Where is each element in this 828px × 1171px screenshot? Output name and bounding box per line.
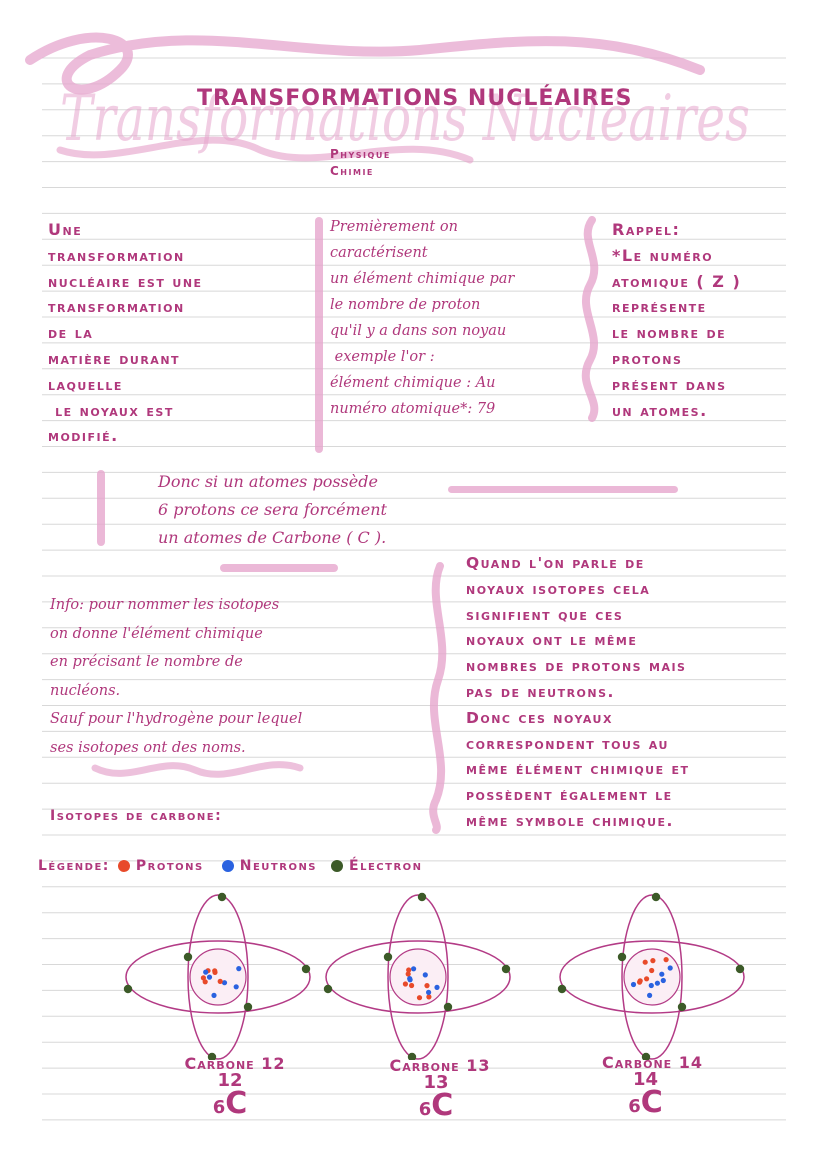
atom-label-carbon-12 xyxy=(150,1054,320,1119)
mass-number: 12 xyxy=(217,1070,243,1091)
isotope-def-line: noyaux ont le même xyxy=(466,631,638,650)
element-symbol: C xyxy=(225,1086,248,1121)
carbon-note-line: 6 protons ce sera forcément xyxy=(158,500,387,519)
info-note xyxy=(50,591,430,762)
subject-list xyxy=(330,146,391,180)
brush-bar xyxy=(448,486,678,493)
info-line: nucléons. xyxy=(50,682,121,699)
atomic-number: 6 xyxy=(628,1096,641,1117)
info-line: en précisant le nombre de xyxy=(50,654,243,670)
isotope-def-line: correspondent tous au xyxy=(466,734,669,753)
info-line: on donne l'élément chimique xyxy=(50,625,263,642)
isotope-def-line: Donc ces noyaux xyxy=(466,708,613,727)
isotope-def-line: possèdent également le xyxy=(466,786,673,805)
isotopes-heading: Isotopes de carbone: xyxy=(50,808,223,824)
proton-dot xyxy=(424,983,429,988)
element-symbol: C xyxy=(640,1085,663,1120)
reminder-block xyxy=(612,217,817,423)
characterize-line: élément chimique : Au xyxy=(330,375,496,391)
electron-dot xyxy=(384,953,392,961)
proton-dot xyxy=(638,978,643,983)
electron-dot xyxy=(736,965,744,973)
brush-wave xyxy=(433,566,442,830)
proton-dot xyxy=(643,960,648,965)
characterize-line: caractérisent xyxy=(330,245,428,261)
definition-line: de la xyxy=(48,323,94,343)
atom-name: Carbone 14 xyxy=(601,1053,704,1072)
definition-line: le noyaux est xyxy=(48,400,174,420)
proton-dot xyxy=(417,995,422,1000)
neutron-dot xyxy=(649,983,654,988)
proton-dot xyxy=(403,981,408,986)
characterize-line: qu'il y a dans son noyau xyxy=(330,323,507,339)
definition-block xyxy=(48,217,313,449)
isotope-def-line: même élément chimique et xyxy=(466,760,690,779)
nucleus xyxy=(624,949,680,1005)
proton-dot xyxy=(426,994,431,999)
electron-dot xyxy=(558,985,566,993)
isotopes-definition xyxy=(466,551,821,835)
neutron-dot xyxy=(434,985,439,990)
legend-protons: Protons xyxy=(135,858,204,874)
reminder-line: Rappel: xyxy=(612,220,681,239)
neutron-dot xyxy=(426,990,431,995)
subject-physics: Physique xyxy=(330,147,391,161)
element-symbol: C xyxy=(431,1088,454,1123)
atom-label-carbon-14 xyxy=(570,1053,735,1118)
electron-dot xyxy=(124,985,132,993)
definition-line: transformation xyxy=(48,297,185,317)
isotope-def-line: noyaux isotopes cela xyxy=(466,579,651,598)
legend-label: Légende: xyxy=(38,858,110,874)
script-title: Transformations Nucléaires xyxy=(60,82,750,156)
reminder-line: protons xyxy=(612,348,683,368)
carbon-note-line: un atomes de Carbone ( C ). xyxy=(158,528,387,547)
proton-dot xyxy=(409,983,414,988)
info-line: Info: pour nommer les isotopes xyxy=(50,597,280,613)
reminder-line: le nombre de xyxy=(612,323,727,343)
electron-dot xyxy=(618,953,626,961)
brush-wave xyxy=(586,220,595,418)
nucleus xyxy=(190,949,246,1005)
proton-dot xyxy=(406,967,411,972)
proton-dot xyxy=(644,976,649,981)
proton-dot xyxy=(650,958,655,963)
isotope-def-line: pas de neutrons. xyxy=(466,682,615,701)
characterize-line: numéro atomique*: 79 xyxy=(330,401,496,417)
brush-bar xyxy=(220,564,338,572)
isotope-def-line: signifient que ces xyxy=(466,605,624,624)
subject-chemistry: Chimie xyxy=(330,164,374,178)
brush-bar xyxy=(97,470,105,546)
page-title: TRANSFORMATIONS NUCLÉAIRES xyxy=(197,86,633,111)
legend-electron: Électron xyxy=(349,858,423,874)
proton-dot xyxy=(218,979,223,984)
electron-dot xyxy=(244,1003,252,1011)
characterize-line: le nombre de proton xyxy=(330,297,481,313)
proton-dot xyxy=(664,957,669,962)
isotope-def-line: même symbole chimique. xyxy=(466,811,674,830)
proton-dot xyxy=(212,968,217,973)
neutron-dot xyxy=(655,981,660,986)
electron-dot xyxy=(302,965,310,973)
neutron-dot xyxy=(411,966,416,971)
brush-wave xyxy=(95,765,300,775)
neutron-dot xyxy=(423,972,428,977)
neutron-dot xyxy=(203,970,208,975)
definition-line: matière durant xyxy=(48,348,181,368)
electron-dot xyxy=(324,985,332,993)
atomic-number: 6 xyxy=(212,1097,226,1118)
atomic-number: 6 xyxy=(418,1099,432,1120)
neutron-dot xyxy=(234,984,239,989)
neutron-dot xyxy=(207,975,212,980)
reminder-line: représente xyxy=(612,297,707,317)
electron-dot xyxy=(418,893,426,901)
characterize-block xyxy=(330,214,585,422)
reminder-line: *Le numéro xyxy=(612,245,714,265)
info-line: ses isotopes ont des noms. xyxy=(50,739,246,756)
definition-line: modifié. xyxy=(48,426,119,446)
mass-number: 13 xyxy=(423,1072,449,1093)
proton-dot xyxy=(649,968,654,973)
mass-number: 14 xyxy=(632,1069,659,1090)
isotope-def-line: Quand l'on parle de xyxy=(466,554,645,572)
neutron-dot xyxy=(211,993,216,998)
characterize-line: exemple l'or : xyxy=(330,349,435,365)
neutron-dot xyxy=(668,965,673,970)
electron-dot xyxy=(652,893,660,901)
electron-dot xyxy=(502,965,510,973)
definition-line: nucléaire est une xyxy=(48,271,203,291)
proton-dot xyxy=(203,979,208,984)
reminder-line: un atomes. xyxy=(612,400,708,420)
neutron-dot-icon xyxy=(222,860,234,872)
characterize-line: Premièrement on xyxy=(330,219,458,235)
electron-dot xyxy=(184,953,192,961)
electron-dot xyxy=(218,893,226,901)
definition-line: transformation xyxy=(48,245,185,265)
carbon-note xyxy=(158,468,387,552)
brush-divider xyxy=(315,217,323,453)
neutron-dot xyxy=(236,966,241,971)
electron-dot xyxy=(678,1003,686,1011)
atom-label-carbon-13 xyxy=(360,1056,520,1121)
atom-name: Carbone 12 xyxy=(184,1054,286,1073)
atom-name: Carbone 13 xyxy=(389,1056,491,1075)
info-line: Sauf pour l'hydrogène pour lequel xyxy=(50,711,303,727)
neutron-dot xyxy=(631,982,636,987)
carbon-note-line: Donc si un atomes possède xyxy=(158,472,378,491)
characterize-line: un élément chimique par xyxy=(330,271,515,287)
neutron-dot xyxy=(661,978,666,983)
definition-line: laquelle xyxy=(48,374,123,394)
neutron-dot xyxy=(407,976,412,981)
proton-dot-icon xyxy=(118,860,130,872)
atom-diagrams xyxy=(0,880,828,1060)
reminder-line: atomique ( Z ) xyxy=(612,271,742,291)
definition-line: Une xyxy=(48,220,83,239)
legend xyxy=(38,858,423,874)
electron-dot-icon xyxy=(331,860,343,872)
neutron-dot xyxy=(647,993,652,998)
legend-neutrons: Neutrons xyxy=(239,858,318,874)
neutron-dot xyxy=(659,972,664,977)
reminder-line: présent dans xyxy=(612,374,727,394)
isotope-def-line: nombres de protons mais xyxy=(466,657,687,676)
electron-dot xyxy=(444,1003,452,1011)
